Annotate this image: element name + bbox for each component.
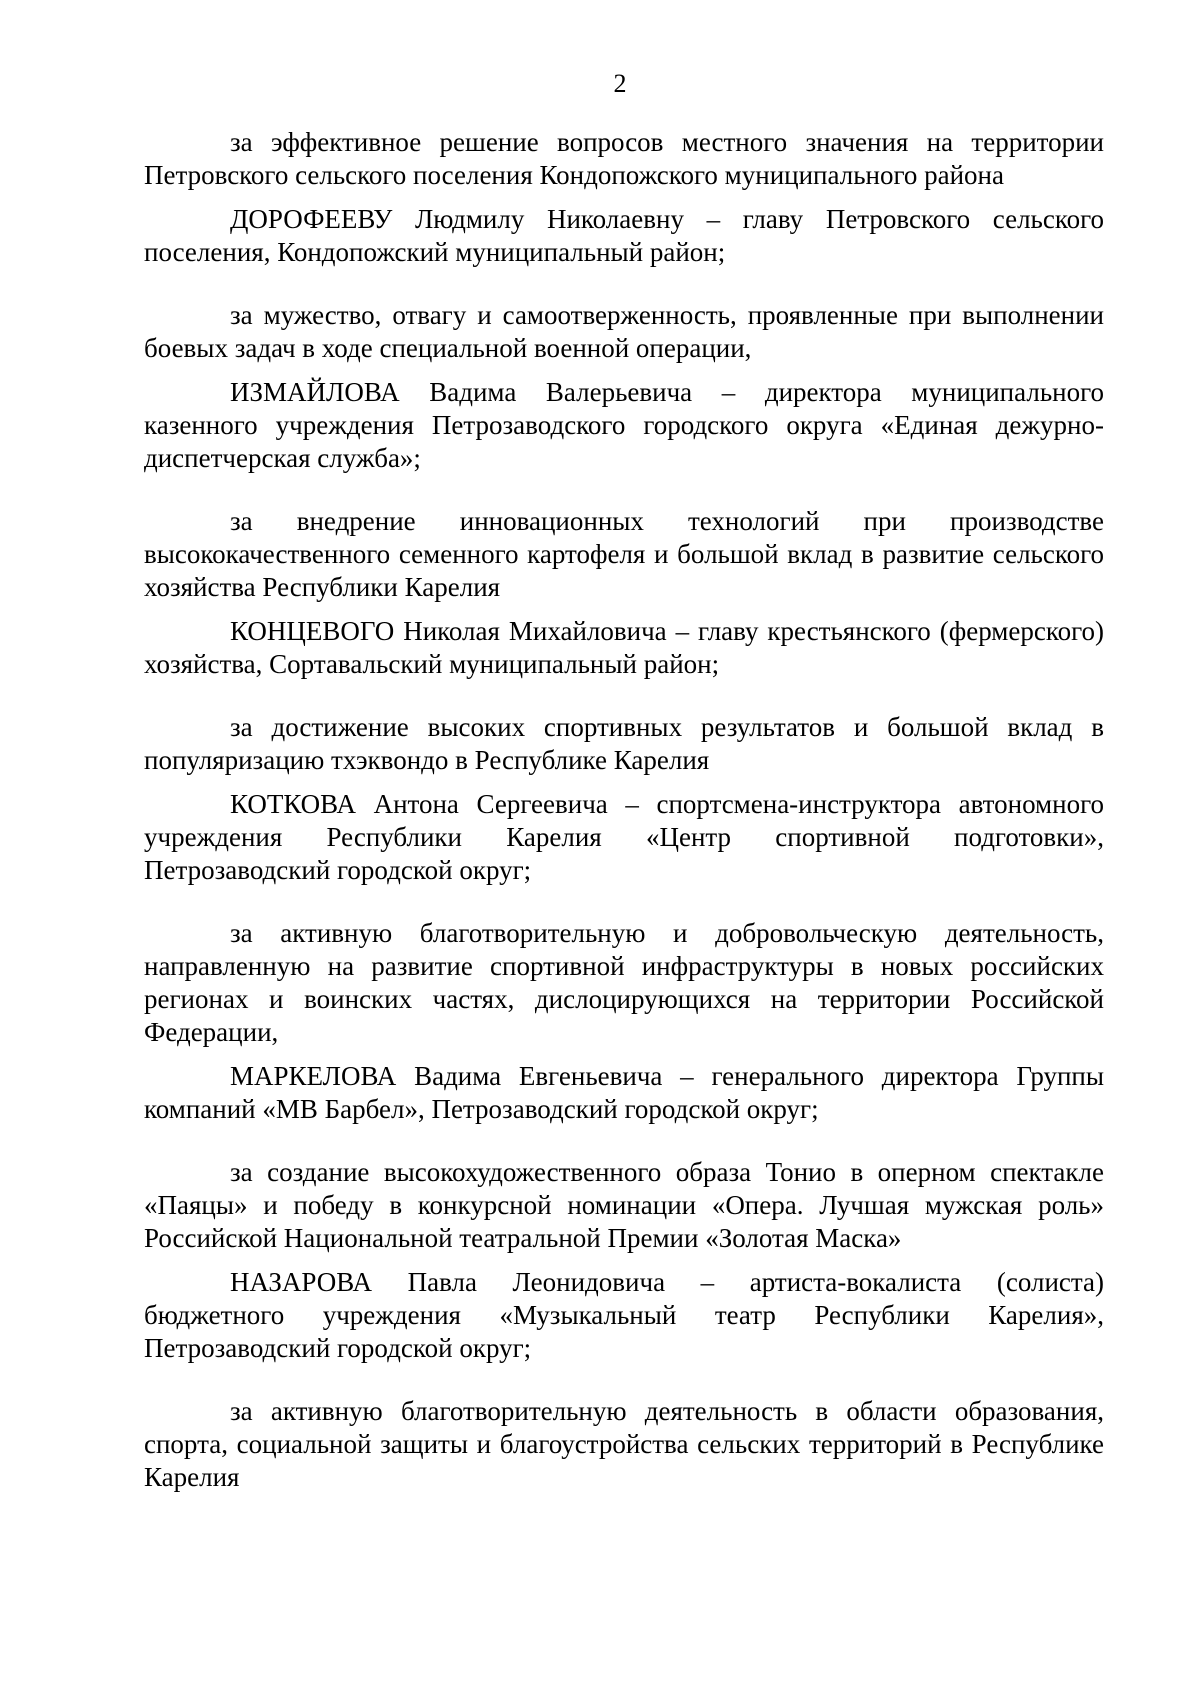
award-entry xyxy=(144,1395,1104,1494)
award-recipient: КОТКОВА Антона Сергеевича – спортсмена-инструктора автономного учреждения Республики Карелия «Центр спортивной подготовки», Петрозаводский городской округ; xyxy=(144,789,1104,885)
award-reason: за эффективное решение вопросов местного значения на территории Петровского сельского поселения Кондопожского муниципального района xyxy=(144,127,1104,190)
award-entry xyxy=(144,126,1104,269)
page-number: 2 xyxy=(613,69,627,98)
award-recipient: КОНЦЕВОГО Николая Михайловича – главу крестьянского (фермерского) хозяйства, Сортавальский муниципальный район; xyxy=(144,616,1104,679)
award-entry xyxy=(144,1156,1104,1365)
award-entry xyxy=(144,299,1104,475)
award-recipient: ДОРОФЕЕВУ Людмилу Николаевну – главу Петровского сельского поселения, Кондопожский муниципальный район; xyxy=(144,204,1104,267)
award-entry xyxy=(144,711,1104,887)
document-body xyxy=(144,126,1104,1494)
award-recipient: ИЗМАЙЛОВА Вадима Валерьевича – директора муниципального казенного учреждения Петрозаводского городского округа «Единая дежурно-диспетчерская служба»; xyxy=(144,377,1104,473)
award-reason: за активную благотворительную и добровольческую деятельность, направленную на развитие спортивной инфраструктуры в новых российских регионах и воинских частях, дислоцирующихся на территории Российской Федерации, xyxy=(144,918,1104,1047)
award-reason: за создание высокохудожественного образа Тонио в оперном спектакле «Паяцы» и победу в конкурсной номинации «Опера. Лучшая мужская роль» Российской Национальной театральной Премии «Золотая Маска» xyxy=(144,1157,1104,1253)
award-recipient: МАРКЕЛОВА Вадима Евгеньевича – генерального директора Группы компаний «МВ Барбел», Петрозаводский городской округ; xyxy=(144,1061,1104,1124)
award-entry xyxy=(144,917,1104,1126)
award-reason: за активную благотворительную деятельность в области образования, спорта, социальной защиты и благоустройства сельских территорий в Республике Карелия xyxy=(144,1396,1104,1492)
award-reason: за мужество, отвагу и самоотверженность, проявленные при выполнении боевых задач в ходе специальной военной операции, xyxy=(144,300,1104,363)
award-reason: за внедрение инновационных технологий при производстве высококачественного семенного картофеля и большой вклад в развитие сельского хозяйства Республики Карелия xyxy=(144,506,1104,602)
award-recipient: НАЗАРОВА Павла Леонидовича – артиста-вокалиста (солиста) бюджетного учреждения «Музыкальный театр Республики Карелия», Петрозаводский городской округ; xyxy=(144,1267,1104,1363)
award-reason: за достижение высоких спортивных результатов и большой вклад в популяризацию тхэквондо в Республике Карелия xyxy=(144,712,1104,775)
award-entry xyxy=(144,505,1104,681)
